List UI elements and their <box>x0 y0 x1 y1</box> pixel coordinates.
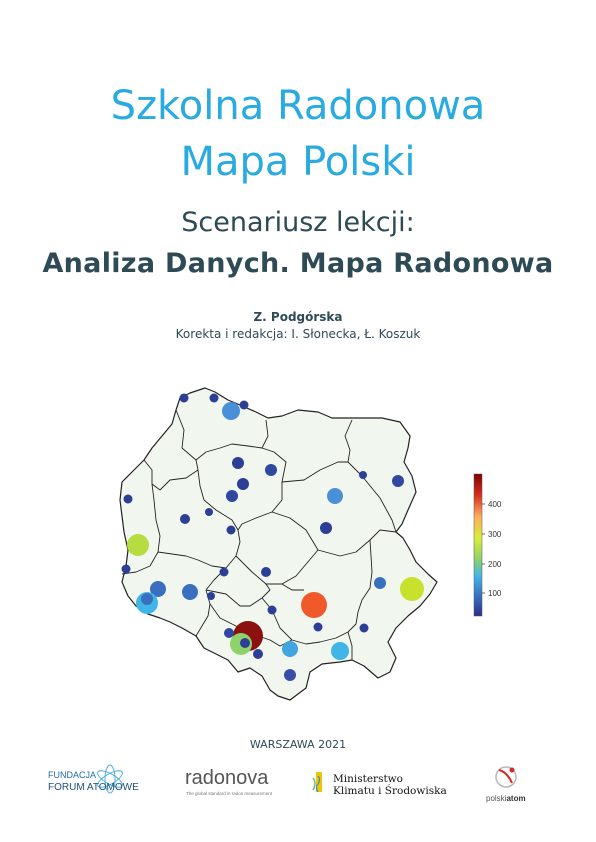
data-point <box>360 624 369 633</box>
colorbar-scale <box>474 474 482 616</box>
colorbar <box>474 474 502 616</box>
data-point <box>205 508 213 516</box>
data-point <box>359 471 367 479</box>
svg-text:polskiatom: polskiatom <box>486 794 526 803</box>
subtitle-line-2: Analiza Danych. Mapa Radonowa <box>42 248 554 279</box>
data-point <box>261 567 271 577</box>
data-point <box>282 641 298 657</box>
colorbar-tick-label: 200 <box>488 560 502 569</box>
data-point <box>141 593 153 605</box>
data-point <box>284 669 296 681</box>
polskiatom-icon <box>496 767 516 787</box>
data-point <box>224 628 234 638</box>
svg-text:radonova: radonova <box>185 767 269 789</box>
colorbar-tick-label: 100 <box>488 589 502 598</box>
svg-text:Klimatu i Środowiska: Klimatu i Środowiska <box>333 785 447 797</box>
colorbar-tick-label: 300 <box>488 530 502 539</box>
data-point <box>124 495 133 504</box>
data-point <box>400 577 424 601</box>
ministry-emblem-icon <box>313 772 322 792</box>
data-point <box>122 565 131 574</box>
data-point <box>253 649 263 659</box>
data-point <box>374 577 386 589</box>
data-point <box>210 394 219 403</box>
svg-text:Ministerstwo: Ministerstwo <box>333 773 403 785</box>
forum-atomowe-logo <box>48 765 139 793</box>
place-year: WARSZAWA 2021 <box>249 738 347 751</box>
svg-text:FORUM ATOMOWE: FORUM ATOMOWE <box>48 782 139 793</box>
subtitle-line-1: Scenariusz lekcji: <box>181 207 415 238</box>
data-point <box>327 488 343 504</box>
author: Z. Podgórska <box>253 310 343 324</box>
data-point <box>314 623 323 632</box>
colorbar-tick-label: 400 <box>488 500 502 509</box>
data-point <box>320 522 332 534</box>
data-point <box>180 394 189 403</box>
data-point <box>226 490 238 502</box>
title-line-2: Mapa Polski <box>180 139 416 185</box>
data-point <box>182 584 198 600</box>
data-point <box>207 592 215 600</box>
data-point <box>127 534 149 556</box>
svg-text:FUNDACJA: FUNDACJA <box>48 770 97 780</box>
svg-text:The global standard in radon m: The global standard in radon measurement <box>186 791 273 796</box>
credits: Korekta i redakcja: I. Słonecka, Ł. Koszuk <box>175 327 421 341</box>
data-point <box>265 464 277 476</box>
data-point <box>227 526 236 535</box>
data-point <box>392 475 404 487</box>
data-point <box>301 592 327 618</box>
poland-outline <box>120 388 437 700</box>
data-point <box>232 457 244 469</box>
data-point <box>240 638 250 648</box>
data-point <box>331 642 349 660</box>
data-point <box>220 568 229 577</box>
data-point <box>237 478 249 490</box>
polskiatom-logo <box>486 767 526 803</box>
data-point <box>222 402 240 420</box>
ministry-logo <box>313 772 447 797</box>
data-point <box>180 514 190 524</box>
data-point <box>240 401 249 410</box>
title-line-1: Szkolna Radonowa <box>110 83 486 129</box>
radonova-logo <box>185 767 273 796</box>
data-point <box>268 606 277 615</box>
